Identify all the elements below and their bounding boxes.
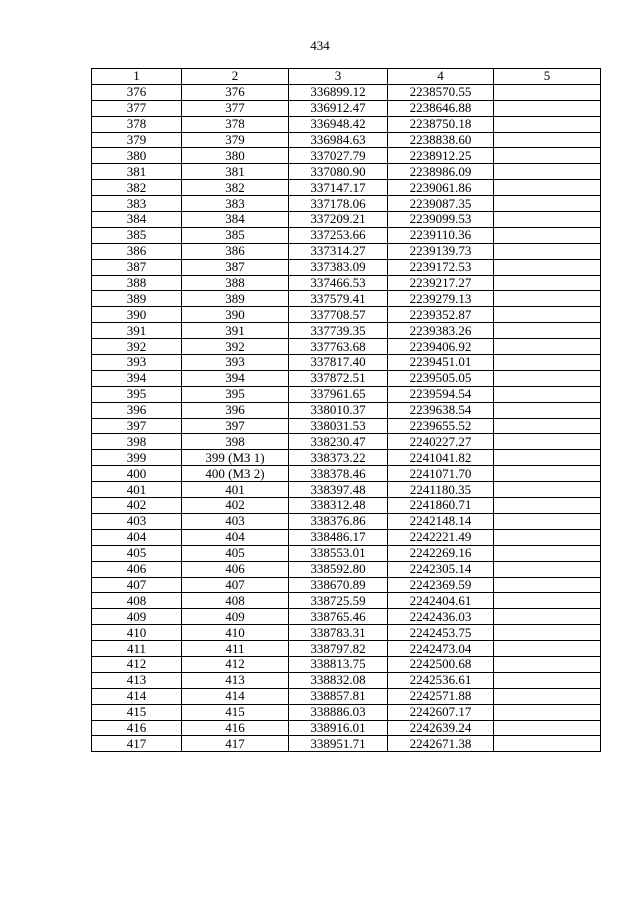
page-number: 434 (310, 38, 330, 53)
column-header-2: 2 (182, 69, 289, 85)
table-cell-col-2: 405 (182, 545, 289, 561)
table-cell-col-4: 2238912.25 (388, 148, 494, 164)
table-row (92, 227, 601, 243)
table-cell-col-5 (494, 132, 601, 148)
table-cell-col-4: 2238570.55 (388, 84, 494, 100)
table-cell-col-2: 388 (182, 275, 289, 291)
table-cell-col-1: 410 (92, 625, 182, 641)
table-cell-col-5 (494, 434, 601, 450)
table-header-row (92, 69, 601, 85)
table-cell-col-5 (494, 593, 601, 609)
table-cell-col-2: 378 (182, 116, 289, 132)
table-cell-col-1: 399 (92, 450, 182, 466)
table-cell-col-3: 336899.12 (289, 84, 388, 100)
table-cell-col-2: 417 (182, 736, 289, 752)
table-cell-col-3: 338832.08 (289, 672, 388, 688)
table-cell-col-4: 2242436.03 (388, 609, 494, 625)
table-cell-col-3: 338670.89 (289, 577, 388, 593)
table-cell-col-3: 338857.81 (289, 688, 388, 704)
table-cell-col-2: 408 (182, 593, 289, 609)
table-row (92, 482, 601, 498)
table-cell-col-2: 415 (182, 704, 289, 720)
table-cell-col-1: 397 (92, 418, 182, 434)
table-cell-col-1: 383 (92, 196, 182, 212)
table-cell-col-1: 408 (92, 593, 182, 609)
table-cell-col-3: 337817.40 (289, 355, 388, 371)
table-cell-col-4: 2239217.27 (388, 275, 494, 291)
table-cell-col-4: 2242639.24 (388, 720, 494, 736)
table-cell-col-1: 406 (92, 561, 182, 577)
table-cell-col-4: 2239383.26 (388, 323, 494, 339)
table-row (92, 561, 601, 577)
table-cell-col-5 (494, 418, 601, 434)
table-row (92, 720, 601, 736)
table-cell-col-2: 382 (182, 180, 289, 196)
table-cell-col-4: 2239172.53 (388, 259, 494, 275)
table-row (92, 212, 601, 228)
table-row (92, 275, 601, 291)
table-cell-col-5 (494, 498, 601, 514)
table-cell-col-4: 2239061.86 (388, 180, 494, 196)
table-row (92, 243, 601, 259)
table-cell-col-1: 394 (92, 370, 182, 386)
table-cell-col-4: 2238838.60 (388, 132, 494, 148)
table-cell-col-5 (494, 323, 601, 339)
table-cell-col-5 (494, 307, 601, 323)
table-cell-col-1: 387 (92, 259, 182, 275)
table-cell-col-1: 376 (92, 84, 182, 100)
table-cell-col-1: 377 (92, 100, 182, 116)
table-cell-col-3: 337708.57 (289, 307, 388, 323)
table-cell-col-2: 393 (182, 355, 289, 371)
table-cell-col-3: 337253.66 (289, 227, 388, 243)
table-row (92, 259, 601, 275)
table-cell-col-2: 380 (182, 148, 289, 164)
table-cell-col-2: 385 (182, 227, 289, 243)
table-cell-col-4: 2242221.49 (388, 529, 494, 545)
table-row (92, 355, 601, 371)
table-row (92, 196, 601, 212)
table-cell-col-4: 2238986.09 (388, 164, 494, 180)
table-cell-col-3: 337383.09 (289, 259, 388, 275)
table-cell-col-4: 2241180.35 (388, 482, 494, 498)
table-cell-col-3: 338951.71 (289, 736, 388, 752)
table-cell-col-1: 412 (92, 656, 182, 672)
table-cell-col-3: 338378.46 (289, 466, 388, 482)
table-cell-col-3: 337961.65 (289, 386, 388, 402)
table-cell-col-4: 2242571.88 (388, 688, 494, 704)
table-cell-col-3: 338886.03 (289, 704, 388, 720)
table-cell-col-2: 414 (182, 688, 289, 704)
table-cell-col-5 (494, 625, 601, 641)
table-cell-col-5 (494, 466, 601, 482)
table-cell-col-4: 2239099.53 (388, 212, 494, 228)
table-cell-col-3: 337209.21 (289, 212, 388, 228)
table-row (92, 450, 601, 466)
table-cell-col-3: 336948.42 (289, 116, 388, 132)
table-cell-col-3: 337147.17 (289, 180, 388, 196)
table-row (92, 609, 601, 625)
table-cell-col-1: 409 (92, 609, 182, 625)
table-row (92, 148, 601, 164)
table-cell-col-3: 337579.41 (289, 291, 388, 307)
table-cell-col-3: 338230.47 (289, 434, 388, 450)
table-cell-col-1: 393 (92, 355, 182, 371)
table-cell-col-1: 413 (92, 672, 182, 688)
table-cell-col-5 (494, 164, 601, 180)
table-cell-col-4: 2239110.36 (388, 227, 494, 243)
table-cell-col-5 (494, 402, 601, 418)
table-cell-col-3: 338592.80 (289, 561, 388, 577)
table-cell-col-1: 417 (92, 736, 182, 752)
table-cell-col-5 (494, 243, 601, 259)
table-cell-col-4: 2239352.87 (388, 307, 494, 323)
table-cell-col-1: 403 (92, 513, 182, 529)
table-cell-col-4: 2238750.18 (388, 116, 494, 132)
table-cell-col-2: 406 (182, 561, 289, 577)
table-cell-col-3: 338397.48 (289, 482, 388, 498)
table-cell-col-2: 411 (182, 641, 289, 657)
table-row (92, 434, 601, 450)
table-cell-col-4: 2242607.17 (388, 704, 494, 720)
table-cell-col-2: 416 (182, 720, 289, 736)
table-cell-col-1: 384 (92, 212, 182, 228)
table-cell-col-4: 2242148.14 (388, 513, 494, 529)
table-cell-col-3: 337314.27 (289, 243, 388, 259)
table-cell-col-1: 402 (92, 498, 182, 514)
table-cell-col-4: 2239594.54 (388, 386, 494, 402)
table-cell-col-5 (494, 513, 601, 529)
table-cell-col-5 (494, 100, 601, 116)
table-cell-col-5 (494, 482, 601, 498)
table-cell-col-2: 410 (182, 625, 289, 641)
table-cell-col-4: 2242453.75 (388, 625, 494, 641)
table-cell-col-4: 2239505.05 (388, 370, 494, 386)
table-cell-col-4: 2242269.16 (388, 545, 494, 561)
table-cell-col-1: 385 (92, 227, 182, 243)
table-cell-col-3: 338373.22 (289, 450, 388, 466)
table-cell-col-5 (494, 529, 601, 545)
table-cell-col-3: 336984.63 (289, 132, 388, 148)
table-row (92, 672, 601, 688)
table-cell-col-2: 391 (182, 323, 289, 339)
table-row (92, 100, 601, 116)
table-cell-col-4: 2239087.35 (388, 196, 494, 212)
table-cell-col-4: 2242404.61 (388, 593, 494, 609)
table-cell-col-1: 391 (92, 323, 182, 339)
table-cell-col-4: 2241071.70 (388, 466, 494, 482)
table-row (92, 466, 601, 482)
table-body (92, 84, 601, 751)
table-cell-col-5 (494, 450, 601, 466)
table-cell-col-2: 384 (182, 212, 289, 228)
table-cell-col-3: 338916.01 (289, 720, 388, 736)
table-cell-col-5 (494, 148, 601, 164)
table-cell-col-3: 338783.31 (289, 625, 388, 641)
column-header-4: 4 (388, 69, 494, 85)
table-row (92, 593, 601, 609)
table-cell-col-1: 396 (92, 402, 182, 418)
table-row (92, 307, 601, 323)
table-cell-col-5 (494, 259, 601, 275)
table-cell-col-5 (494, 704, 601, 720)
table-cell-col-3: 337872.51 (289, 370, 388, 386)
table-cell-col-2: 402 (182, 498, 289, 514)
table-cell-col-2: 398 (182, 434, 289, 450)
table-cell-col-2: 394 (182, 370, 289, 386)
table-cell-col-2: 395 (182, 386, 289, 402)
table-cell-col-1: 404 (92, 529, 182, 545)
table-row (92, 116, 601, 132)
table-cell-col-3: 338376.86 (289, 513, 388, 529)
table-row (92, 641, 601, 657)
table-cell-col-5 (494, 688, 601, 704)
table-cell-col-2: 379 (182, 132, 289, 148)
table-cell-col-3: 338765.46 (289, 609, 388, 625)
table-row (92, 736, 601, 752)
table-row (92, 418, 601, 434)
table-cell-col-5 (494, 656, 601, 672)
table-cell-col-5 (494, 370, 601, 386)
table-row (92, 339, 601, 355)
table-cell-col-3: 338813.75 (289, 656, 388, 672)
table-cell-col-4: 2241041.82 (388, 450, 494, 466)
column-header-5: 5 (494, 69, 601, 85)
table-cell-col-2: 403 (182, 513, 289, 529)
table-cell-col-2: 383 (182, 196, 289, 212)
table-cell-col-3: 337739.35 (289, 323, 388, 339)
table-row (92, 291, 601, 307)
table-cell-col-2: 397 (182, 418, 289, 434)
table-row (92, 84, 601, 100)
table-cell-col-2: 386 (182, 243, 289, 259)
table-cell-col-1: 395 (92, 386, 182, 402)
table-cell-col-2: 377 (182, 100, 289, 116)
table-cell-col-4: 2238646.88 (388, 100, 494, 116)
table-cell-col-2: 381 (182, 164, 289, 180)
table-cell-col-4: 2239406.92 (388, 339, 494, 355)
table-row (92, 323, 601, 339)
table-cell-col-2: 400 (МЗ 2) (182, 466, 289, 482)
table-cell-col-5 (494, 355, 601, 371)
table-cell-col-3: 338010.37 (289, 402, 388, 418)
table-cell-col-2: 390 (182, 307, 289, 323)
table-row (92, 402, 601, 418)
table-cell-col-4: 2239655.52 (388, 418, 494, 434)
table-row (92, 164, 601, 180)
table-cell-col-4: 2241860.71 (388, 498, 494, 514)
table-cell-col-1: 379 (92, 132, 182, 148)
table-cell-col-5 (494, 227, 601, 243)
table-row (92, 513, 601, 529)
table-cell-col-5 (494, 577, 601, 593)
table-cell-col-1: 398 (92, 434, 182, 450)
table-cell-col-5 (494, 641, 601, 657)
table-cell-col-4: 2242671.38 (388, 736, 494, 752)
column-header-3: 3 (289, 69, 388, 85)
table-cell-col-2: 376 (182, 84, 289, 100)
table-cell-col-2: 407 (182, 577, 289, 593)
table-row (92, 577, 601, 593)
table-cell-col-2: 396 (182, 402, 289, 418)
table-row (92, 498, 601, 514)
table-cell-col-2: 409 (182, 609, 289, 625)
table-cell-col-4: 2242473.04 (388, 641, 494, 657)
table-row (92, 529, 601, 545)
table-cell-col-1: 415 (92, 704, 182, 720)
table-cell-col-5 (494, 545, 601, 561)
table-cell-col-4: 2239139.73 (388, 243, 494, 259)
table-row (92, 545, 601, 561)
table-cell-col-5 (494, 720, 601, 736)
coordinates-table (91, 68, 601, 752)
table-cell-col-2: 389 (182, 291, 289, 307)
table-cell-col-3: 338797.82 (289, 641, 388, 657)
table-cell-col-5 (494, 736, 601, 752)
table-cell-col-1: 386 (92, 243, 182, 259)
table-cell-col-1: 411 (92, 641, 182, 657)
table-cell-col-4: 2242305.14 (388, 561, 494, 577)
table-cell-col-5 (494, 196, 601, 212)
table-cell-col-1: 400 (92, 466, 182, 482)
table-row (92, 688, 601, 704)
table-cell-col-4: 2240227.27 (388, 434, 494, 450)
table-cell-col-3: 337027.79 (289, 148, 388, 164)
table-cell-col-2: 401 (182, 482, 289, 498)
table-cell-col-5 (494, 339, 601, 355)
table-cell-col-3: 337178.06 (289, 196, 388, 212)
table-cell-col-5 (494, 180, 601, 196)
table-cell-col-5 (494, 609, 601, 625)
table-cell-col-3: 338553.01 (289, 545, 388, 561)
table-cell-col-2: 392 (182, 339, 289, 355)
table-cell-col-4: 2242536.61 (388, 672, 494, 688)
table-cell-col-1: 407 (92, 577, 182, 593)
table-cell-col-1: 380 (92, 148, 182, 164)
table-cell-col-5 (494, 212, 601, 228)
table-cell-col-2: 387 (182, 259, 289, 275)
table-row (92, 132, 601, 148)
table-cell-col-3: 338486.17 (289, 529, 388, 545)
table-cell-col-1: 390 (92, 307, 182, 323)
table-cell-col-5 (494, 275, 601, 291)
table-cell-col-2: 404 (182, 529, 289, 545)
table-cell-col-3: 337763.68 (289, 339, 388, 355)
table-cell-col-1: 401 (92, 482, 182, 498)
table-row (92, 656, 601, 672)
table-cell-col-1: 392 (92, 339, 182, 355)
table-cell-col-3: 338725.59 (289, 593, 388, 609)
table-cell-col-1: 388 (92, 275, 182, 291)
table-cell-col-5 (494, 386, 601, 402)
table-cell-col-1: 405 (92, 545, 182, 561)
table-cell-col-3: 337080.90 (289, 164, 388, 180)
table-cell-col-4: 2239638.54 (388, 402, 494, 418)
table-cell-col-1: 416 (92, 720, 182, 736)
table-cell-col-1: 414 (92, 688, 182, 704)
table-cell-col-4: 2242500.68 (388, 656, 494, 672)
table-cell-col-5 (494, 291, 601, 307)
table-cell-col-3: 337466.53 (289, 275, 388, 291)
table-row (92, 386, 601, 402)
table-cell-col-1: 378 (92, 116, 182, 132)
table-cell-col-2: 399 (МЗ 1) (182, 450, 289, 466)
table-cell-col-2: 413 (182, 672, 289, 688)
table-cell-col-5 (494, 561, 601, 577)
table-cell-col-5 (494, 84, 601, 100)
table-cell-col-1: 381 (92, 164, 182, 180)
table-row (92, 704, 601, 720)
table-row (92, 625, 601, 641)
table-cell-col-3: 338031.53 (289, 418, 388, 434)
table-cell-col-4: 2239279.13 (388, 291, 494, 307)
table-cell-col-5 (494, 672, 601, 688)
table-cell-col-3: 338312.48 (289, 498, 388, 514)
table-row (92, 370, 601, 386)
table-cell-col-4: 2239451.01 (388, 355, 494, 371)
table-cell-col-4: 2242369.59 (388, 577, 494, 593)
table-row (92, 180, 601, 196)
table-cell-col-1: 382 (92, 180, 182, 196)
column-header-1: 1 (92, 69, 182, 85)
table-cell-col-1: 389 (92, 291, 182, 307)
table-cell-col-2: 412 (182, 656, 289, 672)
table-cell-col-3: 336912.47 (289, 100, 388, 116)
table-cell-col-5 (494, 116, 601, 132)
